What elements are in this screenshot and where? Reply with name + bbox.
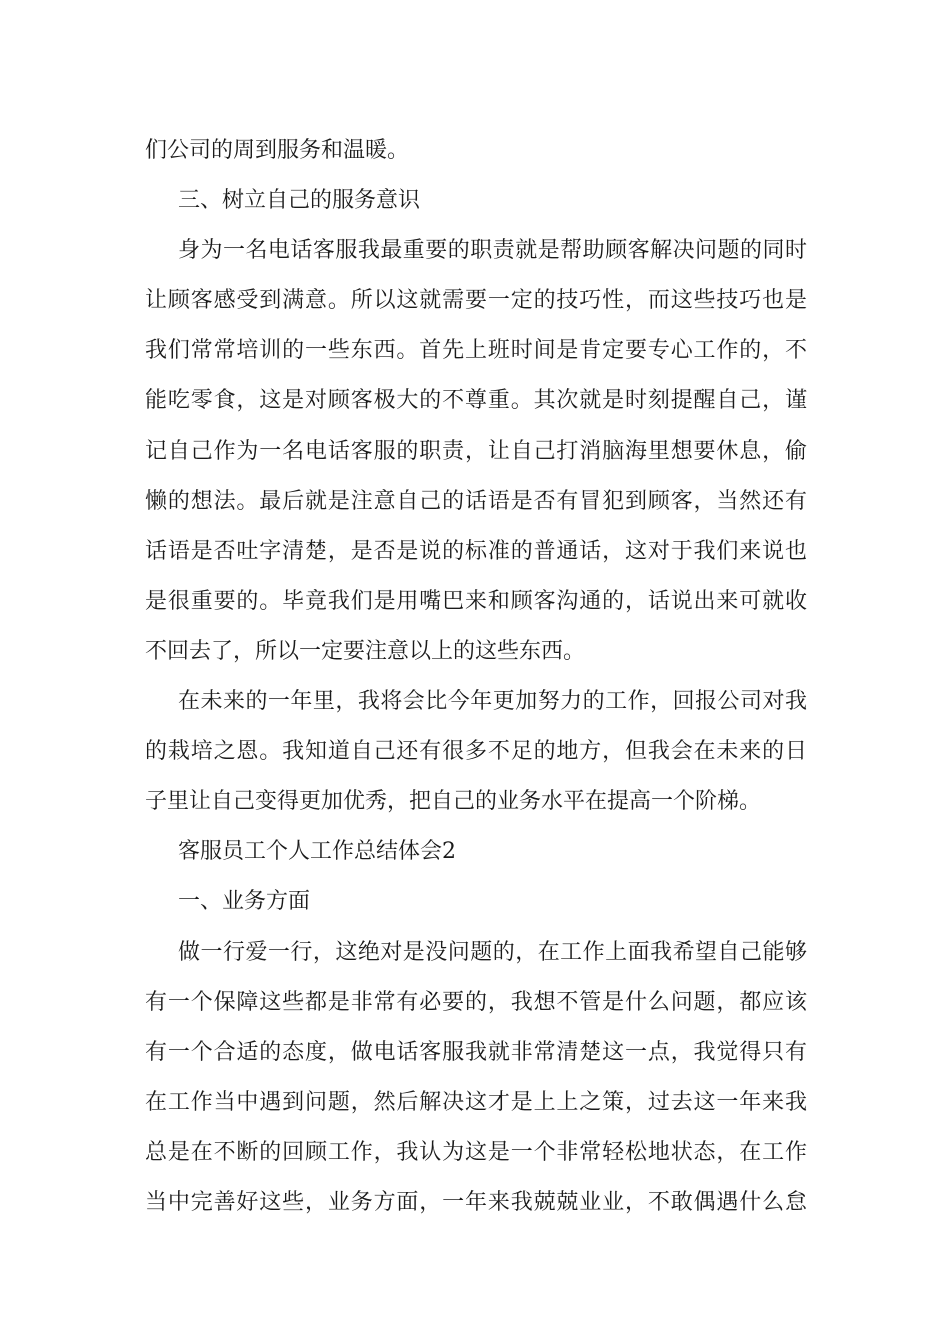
paragraph-line: 当中完善好这些，业务方面，一年来我兢兢业业，不敢偶遇什么怠	[145, 1189, 807, 1215]
document-body	[145, 126, 807, 1228]
paragraph-line: 不回去了，所以一定要注意以上的这些东西。	[145, 638, 586, 664]
document-subtitle: 客服员工个人工作总结体会2	[178, 839, 456, 865]
paragraph-line: 能吃零食，这是对顾客极大的不尊重。其次就是时刻提醒自己，谨	[145, 388, 807, 414]
paragraph-line: 子里让自己变得更加优秀，把自己的业务水平在提高一个阶梯。	[145, 789, 762, 815]
paragraph-line: 做一行爱一行，这绝对是没问题的，在工作上面我希望自己能够	[178, 939, 807, 965]
paragraph-line: 总是在不断的回顾工作，我认为这是一个非常轻松地状态，在工作	[145, 1139, 807, 1165]
paragraph-line: 我们常常培训的一些东西。首先上班时间是肯定要专心工作的，不	[145, 338, 807, 364]
paragraph-line: 是很重要的。毕竟我们是用嘴巴来和顾客沟通的，话说出来可就收	[145, 588, 807, 614]
section-heading-service-awareness: 三、树立自己的服务意识	[178, 188, 421, 214]
paragraph-line: 有一个保障这些都是非常有必要的，我想不管是什么问题，都应该	[145, 989, 807, 1015]
section-heading-business: 一、业务方面	[178, 889, 311, 915]
paragraph-line: 让顾客感受到满意。所以这就需要一定的技巧性，而这些技巧也是	[145, 288, 807, 314]
paragraph-line: 的栽培之恩。我知道自己还有很多不足的地方，但我会在未来的日	[145, 739, 807, 765]
paragraph-continuation-line: 们公司的周到服务和温暖。	[145, 138, 410, 163]
paragraph-line: 在工作当中遇到问题，然后解决这才是上上之策，过去这一年来我	[145, 1089, 807, 1115]
paragraph-line: 在未来的一年里，我将会比今年更加努力的工作，回报公司对我	[178, 689, 807, 715]
paragraph-line: 身为一名电话客服我最重要的职责就是帮助顾客解决问题的同时	[178, 238, 807, 264]
paragraph-line: 话语是否吐字清楚，是否是说的标准的普通话，这对于我们来说也	[145, 538, 807, 564]
paragraph-line: 记自己作为一名电话客服的职责，让自己打消脑海里想要休息，偷	[145, 438, 807, 464]
paragraph-line: 有一个合适的态度，做电话客服我就非常清楚这一点，我觉得只有	[145, 1039, 807, 1065]
paragraph-line: 懒的想法。最后就是注意自己的话语是否有冒犯到顾客，当然还有	[145, 488, 807, 514]
